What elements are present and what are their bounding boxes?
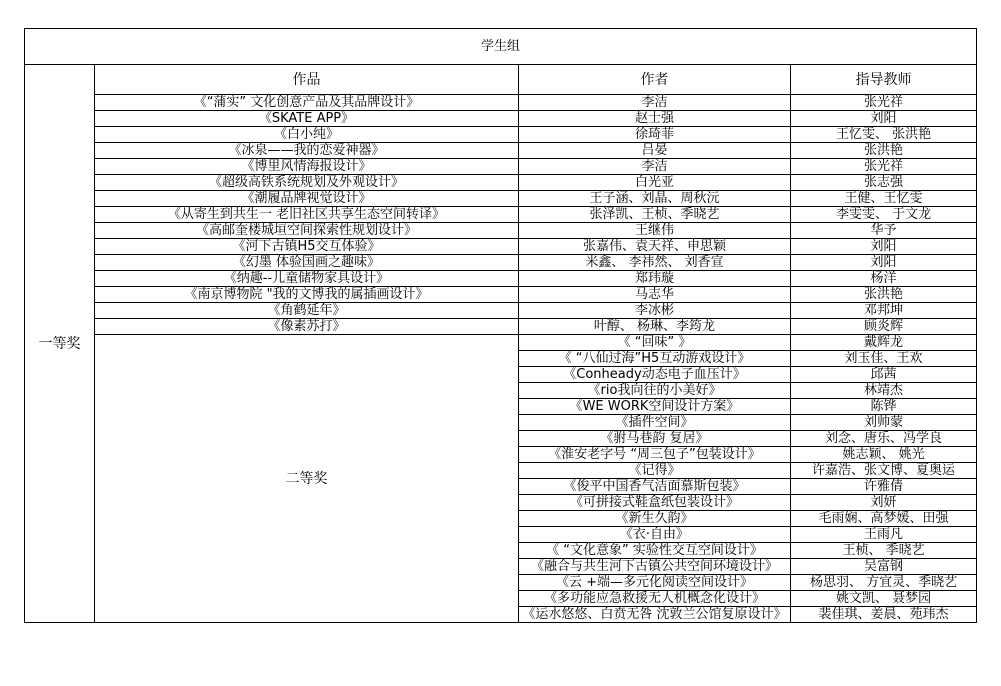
author-cell: 李冰彬 — [519, 303, 791, 319]
table-title: 学生组 — [25, 29, 977, 65]
work-cell: 《云 +端—多元化阅读空间设计》 — [519, 575, 791, 591]
advisor-cell: 张光祥 — [791, 95, 977, 111]
work-cell: 《 “文化意象” 实验性交互空间设计》 — [519, 543, 791, 559]
author-cell: 李洁 — [519, 159, 791, 175]
work-cell: 《纳趣--儿童储物家具设计》 — [95, 271, 519, 287]
work-cell: 《运水悠悠、白贲无咎 沈敦兰公馆复原设计》 — [519, 607, 791, 623]
work-cell: 《 “回味” 》 — [519, 335, 791, 351]
advisor-cell: 张志强 — [791, 175, 977, 191]
advisor-cell: 王健、王忆雯 — [791, 191, 977, 207]
author-cell: 吴富钢 — [791, 559, 977, 575]
work-cell: 《潮履品牌视觉设计》 — [95, 191, 519, 207]
work-cell: 《像素苏打》 — [95, 319, 519, 335]
work-cell: 《可拼接式鞋盒纸包装设计》 — [519, 495, 791, 511]
author-cell: 王继伟 — [519, 223, 791, 239]
table-row — [25, 335, 977, 351]
author-cell: 王桢、 季晓艺 — [791, 543, 977, 559]
advisor-cell: 张洪艳 — [791, 287, 977, 303]
advisor-cell: 刘阳 — [791, 255, 977, 271]
table-row — [25, 95, 977, 111]
advisor-cell: 顾炎辉 — [791, 319, 977, 335]
advisor-cell: 李雯雯、 于文龙 — [791, 207, 977, 223]
work-cell: 《多功能应急救援无人机概念化设计》 — [519, 591, 791, 607]
author-cell: 王雨凡 — [791, 527, 977, 543]
work-cell: 《驸马巷韵 复居》 — [519, 431, 791, 447]
author-cell: 刘念、唐乐、冯学良 — [791, 431, 977, 447]
author-cell: 毛雨娴、高梦媛、田强 — [791, 511, 977, 527]
author-cell: 邱茜 — [791, 367, 977, 383]
header-advisor: 指导教师 — [791, 65, 977, 95]
author-cell: 赵士强 — [519, 111, 791, 127]
work-cell: 《rio我向往的小美好》 — [519, 383, 791, 399]
table-row — [25, 111, 977, 127]
work-cell: 《淮安老字号 “周三包子”包装设计》 — [519, 447, 791, 463]
author-cell: 张泽凯、王桢、季晓艺 — [519, 207, 791, 223]
table-row — [25, 255, 977, 271]
work-cell: 《从寄生到共生一 老旧社区共享生态空间转译》 — [95, 207, 519, 223]
work-cell: 《俊平中国香气洁面慕斯包装》 — [519, 479, 791, 495]
work-cell: 《“蒲实” 文化创意产品及其品牌设计》 — [95, 95, 519, 111]
title-row — [25, 29, 977, 65]
advisor-cell: 杨洋 — [791, 271, 977, 287]
author-cell: 裴佳琪、姜晨、苑玮杰 — [791, 607, 977, 623]
author-cell: 吕晏 — [519, 143, 791, 159]
work-cell: 《插件空间》 — [519, 415, 791, 431]
work-cell: 《角鹤延年》 — [95, 303, 519, 319]
table-row — [25, 127, 977, 143]
work-cell: 《记得》 — [519, 463, 791, 479]
work-cell: 《新生久韵》 — [519, 511, 791, 527]
author-cell: 刘妍 — [791, 495, 977, 511]
work-cell: 《白小纯》 — [95, 127, 519, 143]
author-cell: 叶醇、 杨琳、李筠龙 — [519, 319, 791, 335]
author-cell: 陈铧 — [791, 399, 977, 415]
work-cell: 《融合与共生河下古镇公共空间环境设计》 — [519, 559, 791, 575]
advisor-cell: 邓邦坤 — [791, 303, 977, 319]
author-cell: 杨思羽、 方宜灵、季晓艺 — [791, 575, 977, 591]
advisor-cell: 张洪艳 — [791, 143, 977, 159]
awards-table-body — [25, 29, 977, 623]
table-row — [25, 191, 977, 207]
header-work: 作品 — [95, 65, 519, 95]
group-second-prize: 二等奖 — [95, 335, 519, 623]
work-cell: 《衣·自由》 — [519, 527, 791, 543]
author-cell: 刘玉佳、王欢 — [791, 351, 977, 367]
advisor-cell: 张光祥 — [791, 159, 977, 175]
group-first-prize: 一等奖 — [25, 65, 95, 623]
work-cell: 《超级高铁系统规划及外观设计》 — [95, 175, 519, 191]
advisor-cell: 华予 — [791, 223, 977, 239]
table-row — [25, 143, 977, 159]
author-cell: 姚志颖、 姚光 — [791, 447, 977, 463]
table-row — [25, 223, 977, 239]
work-cell: 《博里风情海报设计》 — [95, 159, 519, 175]
work-cell: 《高邮奎楼城垣空间探索性规划设计》 — [95, 223, 519, 239]
author-cell: 姚文凯、 聂梦园 — [791, 591, 977, 607]
work-cell: 《南京博物院 "我的文博我的属插画设计》 — [95, 287, 519, 303]
table-row — [25, 207, 977, 223]
work-cell: 《Conheady动态电子血压计》 — [519, 367, 791, 383]
author-cell: 许嘉浩、张文博、夏奥运 — [791, 463, 977, 479]
work-cell: 《WE WORK空间设计方案》 — [519, 399, 791, 415]
author-cell: 马志华 — [519, 287, 791, 303]
author-cell: 王子涵、刘晶、周秋沅 — [519, 191, 791, 207]
advisor-cell: 刘阳 — [791, 239, 977, 255]
table-row — [25, 319, 977, 335]
work-cell: 《冰泉——我的恋爱神器》 — [95, 143, 519, 159]
author-cell: 徐琦菲 — [519, 127, 791, 143]
table-row — [25, 287, 977, 303]
header-author: 作者 — [519, 65, 791, 95]
work-cell: 《 “八仙过海”H5互动游戏设计》 — [519, 351, 791, 367]
table-row — [25, 175, 977, 191]
table-row — [25, 303, 977, 319]
author-cell: 许雅倩 — [791, 479, 977, 495]
awards-table — [24, 28, 977, 623]
author-cell: 张嘉伟、袁天祥、申思颖 — [519, 239, 791, 255]
author-cell: 李洁 — [519, 95, 791, 111]
author-cell: 戴辉龙 — [791, 335, 977, 351]
author-cell: 郑玮璇 — [519, 271, 791, 287]
author-cell: 林靖杰 — [791, 383, 977, 399]
work-cell: 《幻墨 体验国画之趣味》 — [95, 255, 519, 271]
table-row — [25, 239, 977, 255]
author-cell: 米鑫、 李祎然、 刘香宣 — [519, 255, 791, 271]
work-cell: 《SKATE APP》 — [95, 111, 519, 127]
header-row — [25, 65, 977, 95]
advisor-cell: 刘阳 — [791, 111, 977, 127]
advisor-cell: 王忆雯、 张洪艳 — [791, 127, 977, 143]
author-cell: 白光亚 — [519, 175, 791, 191]
author-cell: 刘帅蒙 — [791, 415, 977, 431]
table-row — [25, 159, 977, 175]
work-cell: 《河下古镇H5交互体验》 — [95, 239, 519, 255]
table-row — [25, 271, 977, 287]
